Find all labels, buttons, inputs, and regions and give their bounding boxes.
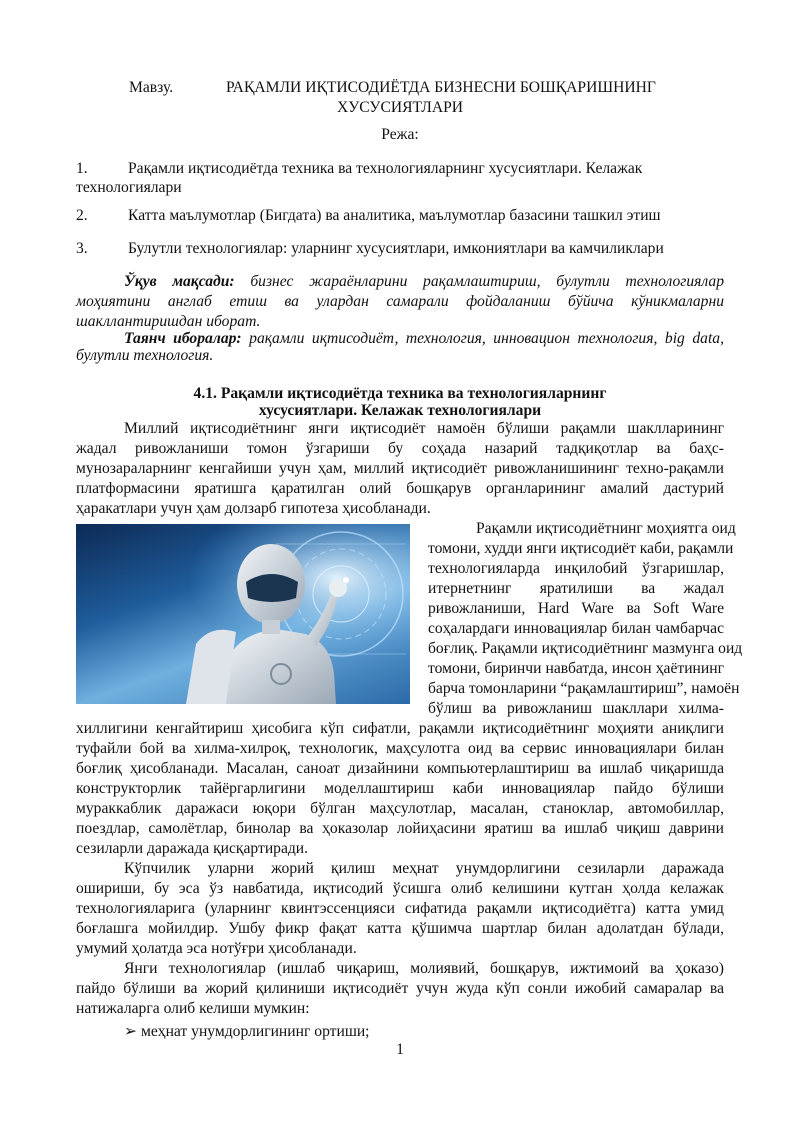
robot-illustration <box>76 524 410 704</box>
arrow-bullet-icon: ➢ <box>124 1023 138 1040</box>
para3-line: умумий ҳолатда эса нотўғри ҳисобланади. <box>76 940 357 957</box>
para2-right-line: итернетнинг яратилиши ва жадал <box>428 580 724 597</box>
para3-line: ошириши, бу эса ўз навбатида, иқтисодий ўсишга олиб келишини кутган ҳолда келажак <box>76 880 724 897</box>
para4-line: натижаларга олиб келиши мумкин: <box>76 1000 310 1017</box>
para3-line: Кўпчилик уларни жорий қилиш меҳнат унумдорлигини сезиларли даражада <box>124 860 724 877</box>
para4-line: Янги технологиялар (ишлаб чиқариш, молиявий, бошқарув, ижтимоий ва ҳоказо) <box>124 960 724 977</box>
bullet-text: меҳнат унумдорлигининг ортиши; <box>140 1023 370 1040</box>
para2-right-line: Рақамли иқтисодиётнинг моҳиятга оид <box>476 520 736 537</box>
page-number: 1 <box>396 1041 404 1058</box>
topic-title-line1: РАҚАМЛИ ИҚТИСОДИЁТДА БИЗНЕСНИ БОШҚАРИШНИНГ <box>226 79 656 96</box>
keywords-line2: булутли технология. <box>76 347 214 364</box>
para2-line: конструкторлик тайёргарлигини моделлаштириш каби инновациялар пайдо бўлиши <box>76 780 724 797</box>
para2-right-line: технологияларда инқилобий ўзгаришлар, <box>428 560 724 577</box>
topic-title-line2: ХУСУСИЯТЛАРИ <box>336 99 464 116</box>
goal-line3: шакллантиришдан иборат. <box>76 313 261 330</box>
para1-line: мунозараларнинг кенгайиши учун ҳам, миллий иқтисодиёт ривожланишининг техно-рақамли <box>76 460 724 477</box>
para2-line: поездлар, самолётлар, бинолар ва ҳоказолар лойиҳасини яратиш ва ишлаб чиқиш даврини <box>76 820 724 837</box>
topic-label: Мавзу. <box>129 79 174 96</box>
para2-right-line: томони, худди янги иқтисодиёт каби, рақамли <box>428 540 734 557</box>
para3-line: боғлашга мойилдир. Ушбу фикр фақат катта қўшимча шартлар билан адолатдан бўлади, <box>76 920 724 937</box>
para2-line: туфайли бой ва хилма-хилроқ, технологик, маҳсулотга оид ва сервис инновациялари билан <box>76 740 724 757</box>
plan-heading: Режа: <box>381 126 419 143</box>
bullet-item <box>124 1022 370 1042</box>
para2-right-line: соҳалардаги инновациялар билан чамбарчас <box>428 620 724 637</box>
para2-line: боғлиқ ҳисобланади. Масалан, саноат дизайнини компьютерлаштириш ва ишлаб чиқаришда <box>76 760 724 777</box>
keywords-line1: Таянч иборалар: рақамли иқтисодиёт, технология, инновацион технология, big data, <box>124 330 724 347</box>
para2-line: хиллигини кенгайтириш ҳисобига кўп сифатли, рақамли иқтисодиётнинг моҳияти аниқлиги <box>76 720 724 737</box>
para2-right-line: ривожланиши, Hard Ware ва Soft Ware <box>428 600 724 617</box>
para2-right-line: бўлиш ва ривожланиш шакллари хилма- <box>428 700 724 717</box>
para2-line: сезиларли даражада қисқартиради. <box>76 840 309 857</box>
goal-label: Ўқув мақсади: <box>124 273 235 290</box>
plan-item-1-cont: технологиялари <box>76 179 182 196</box>
goal-line2: моҳиятини англаб етиш ва улардан самарали фойдаланиш бўйича кўникмаларни <box>76 293 724 310</box>
para2-right-line: барча томонларини “рақамлаштириш”, намоён <box>428 680 740 697</box>
para1-line: Миллий иқтисодиётнинг янги иқтисодиёт намоён бўлиши рақамли шаклларининг <box>124 420 724 437</box>
section-heading-line2: хусусиятлари. Келажак технологиялари <box>258 402 542 419</box>
robot-image <box>76 524 410 704</box>
para2-line: мураккаблик даражаси юқори бўлган маҳсулотлар, масалан, станоклар, автомобиллар, <box>76 800 724 817</box>
section-heading-line1: 4.1. Рақамли иқтисодиётда техника ва технологияларнинг <box>193 385 607 402</box>
para4-line: пайдо бўлиши ва жорий қилиниши иқтисодиёт учун жуда кўп сонли ижобий самаралар ва <box>76 980 724 997</box>
para3-line: технологияларига (уларнинг квинтэссенцияси сифатида рақамли иқтисодиётга) катта умид <box>76 900 724 917</box>
para2-right-line: боғлиқ. Рақамли иқтисодиётнинг мазмунга оид <box>428 640 743 657</box>
keywords-label: Таянч иборалар: <box>124 330 242 347</box>
para1-line: платформасини яратишга қаратилган олий бошқарув органларининг амалий дастурий <box>76 480 724 497</box>
goal-line1: Ўқув мақсади: бизнес жараёнларини рақамлаштириш, булутли технологиялар <box>124 273 724 290</box>
para1-line: жадал ривожланиши томон ўзгариши бу соҳада назарий тадқиқотлар ва баҳс- <box>76 440 724 457</box>
para2-right-line: томони, биринчи навбатда, инсон ҳаётининг <box>428 660 724 677</box>
para1-line: ҳаракатлари учун ҳам долзарб гипотеза ҳисобланади. <box>76 500 431 517</box>
